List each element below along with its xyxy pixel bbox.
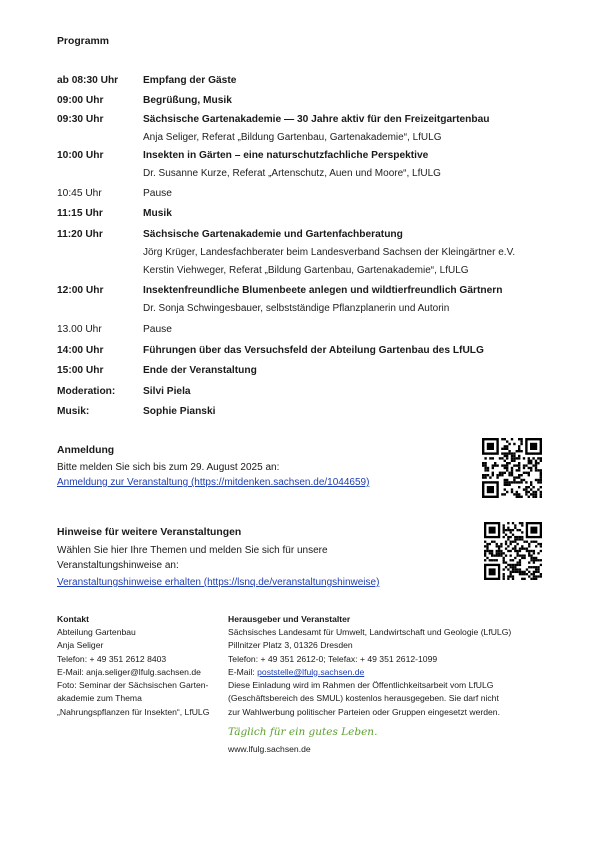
qr-finder-pattern <box>489 527 496 534</box>
program-item-title: Pause <box>143 324 172 335</box>
contact-line: Telefon: + 49 351 2612 8403 <box>57 653 167 664</box>
publisher-phone: Telefon: + 49 351 2612-0; Telefax: + 49 351 2612-1099 <box>228 653 438 664</box>
program-time: ab 08:30 Uhr <box>57 75 119 86</box>
registration-link[interactable]: Anmeldung zur Veranstaltung (https://mitdenken.sachsen.de/1044659) <box>57 477 370 488</box>
program-item-title: Sächsische Gartenakademie und Gartenfachberatung <box>143 229 403 240</box>
contact-block <box>57 626 209 719</box>
program-time: Musik: <box>57 406 90 417</box>
registration-text: Bitte melden Sie sich bis zum 29. August 2025 an: <box>57 462 280 473</box>
publisher-disclaimer: (Geschäftsbereich des SMUL) kostenlos herausgegeben. Sie darf nicht <box>228 693 499 704</box>
contact-line: Anja Seliger <box>57 640 104 651</box>
program-time: 11:20 Uhr <box>57 229 103 240</box>
qr-finder-pattern <box>487 443 494 450</box>
program-item-title: Insektenfreundliche Blumenbeete anlegen und wildtierfreundlich Gärtnern <box>143 285 503 296</box>
program-item-title: Empfang der Gäste <box>143 75 237 86</box>
program-item-title: Begrüßung, Musik <box>143 95 232 106</box>
publisher-org: Sächsisches Landesamt für Umwelt, Landwirtschaft und Geologie (LfULG) <box>228 627 512 637</box>
program-time: 13.00 Uhr <box>57 324 102 335</box>
program-speaker: Jörg Krüger, Landesfachberater beim Landesverband Sachsen der Kleingärtner e.V. <box>143 247 516 258</box>
publisher-email-link[interactable]: poststelle@lfulg.sachsen.de <box>257 666 365 677</box>
program-time: 10:00 Uhr <box>57 150 104 161</box>
contact-line: „Nahrungspflanzen für Insekten“, LfULG <box>57 706 210 717</box>
qr-finder-pattern <box>530 527 537 534</box>
program-item-title: Ende der Veranstaltung <box>143 365 257 376</box>
publisher-block <box>228 626 511 719</box>
registration-heading: Anmeldung <box>57 445 115 456</box>
publisher-disclaimer: zur Wahlwerbung politischer Parteien oder Gruppen eingesetzt werden. <box>228 706 500 717</box>
contact-line: akademie zum Thema <box>57 693 142 704</box>
program-time: 10:45 Uhr <box>57 188 102 199</box>
publisher-disclaimer: Diese Einladung wird im Rahmen der Öffentlichkeitsarbeit vom LfULG <box>228 680 494 691</box>
program-time: 09:30 Uhr <box>57 114 104 125</box>
program-item-title: Sächsische Gartenakademie — 30 Jahre aktiv für den Freizeitgartenbau <box>143 114 490 125</box>
notices-text-line1: Wählen Sie hier Ihre Themen und melden Sie sich für unsere <box>57 545 328 556</box>
program-item-title: Insekten in Gärten – eine naturschutzfachliche Perspektive <box>143 150 429 161</box>
publisher-email-label: E-Mail: <box>228 666 258 677</box>
program-item-title: Musik <box>143 208 172 219</box>
contact-line: Abteilung Gartenbau <box>57 627 136 637</box>
program-item-title: Sophie Pianski <box>143 406 216 417</box>
notices-qr-code-icon <box>484 522 544 582</box>
publisher-email-row <box>228 666 511 679</box>
program-speaker: Dr. Susanne Kurze, Referat „Artenschutz, Auen und Moore“, LfULG <box>143 168 441 179</box>
program-speaker: Kerstin Viehweger, Referat „Bildung Gartenbau, Gartenakademie“, LfULG <box>143 265 469 276</box>
qr-finder-pattern <box>530 443 537 450</box>
publisher-heading: Herausgeber und Veranstalter <box>228 614 351 624</box>
program-item-title: Pause <box>143 188 172 199</box>
program-item-title: Führungen über das Versuchsfeld der Abteilung Gartenbau des LfULG <box>143 345 484 356</box>
program-time: 11:15 Uhr <box>57 208 103 219</box>
program-time: 12:00 Uhr <box>57 285 104 296</box>
contact-line: Foto: Seminar der Sächsischen Garten- <box>57 680 209 691</box>
registration-qr-code-icon <box>482 438 542 498</box>
program-time: 14:00 Uhr <box>57 345 104 356</box>
slogan-logo: Täglich für ein gutes Leben. <box>228 726 378 738</box>
qr-finder-pattern <box>489 568 496 575</box>
program-speaker: Dr. Sonja Schwingesbauer, selbstständige Pflanzplanerin und Autorin <box>143 303 450 314</box>
contact-heading: Kontakt <box>57 614 89 624</box>
program-time: 09:00 Uhr <box>57 95 104 106</box>
program-item-title: Silvi Piela <box>143 386 191 397</box>
publisher-address: Pillnitzer Platz 3, 01326 Dresden <box>228 640 353 651</box>
program-speaker: Anja Seliger, Referat „Bildung Gartenbau, Gartenakademie“, LfULG <box>143 132 442 143</box>
notices-text-line2: Veranstaltungshinweise an: <box>57 560 179 571</box>
program-title: Programm <box>57 36 109 47</box>
program-time: Moderation: <box>57 386 116 397</box>
program-time: 15:00 Uhr <box>57 365 104 376</box>
notices-heading: Hinweise für weitere Veranstaltungen <box>57 527 242 538</box>
website: www.lfulg.sachsen.de <box>228 744 311 754</box>
contact-line: E-Mail: anja.seliger@lfulg.sachsen.de <box>57 666 201 677</box>
notices-link[interactable]: Veranstaltungshinweise erhalten (https://lsnq.de/veranstaltungshinweise) <box>57 577 380 588</box>
qr-finder-pattern <box>487 486 494 493</box>
